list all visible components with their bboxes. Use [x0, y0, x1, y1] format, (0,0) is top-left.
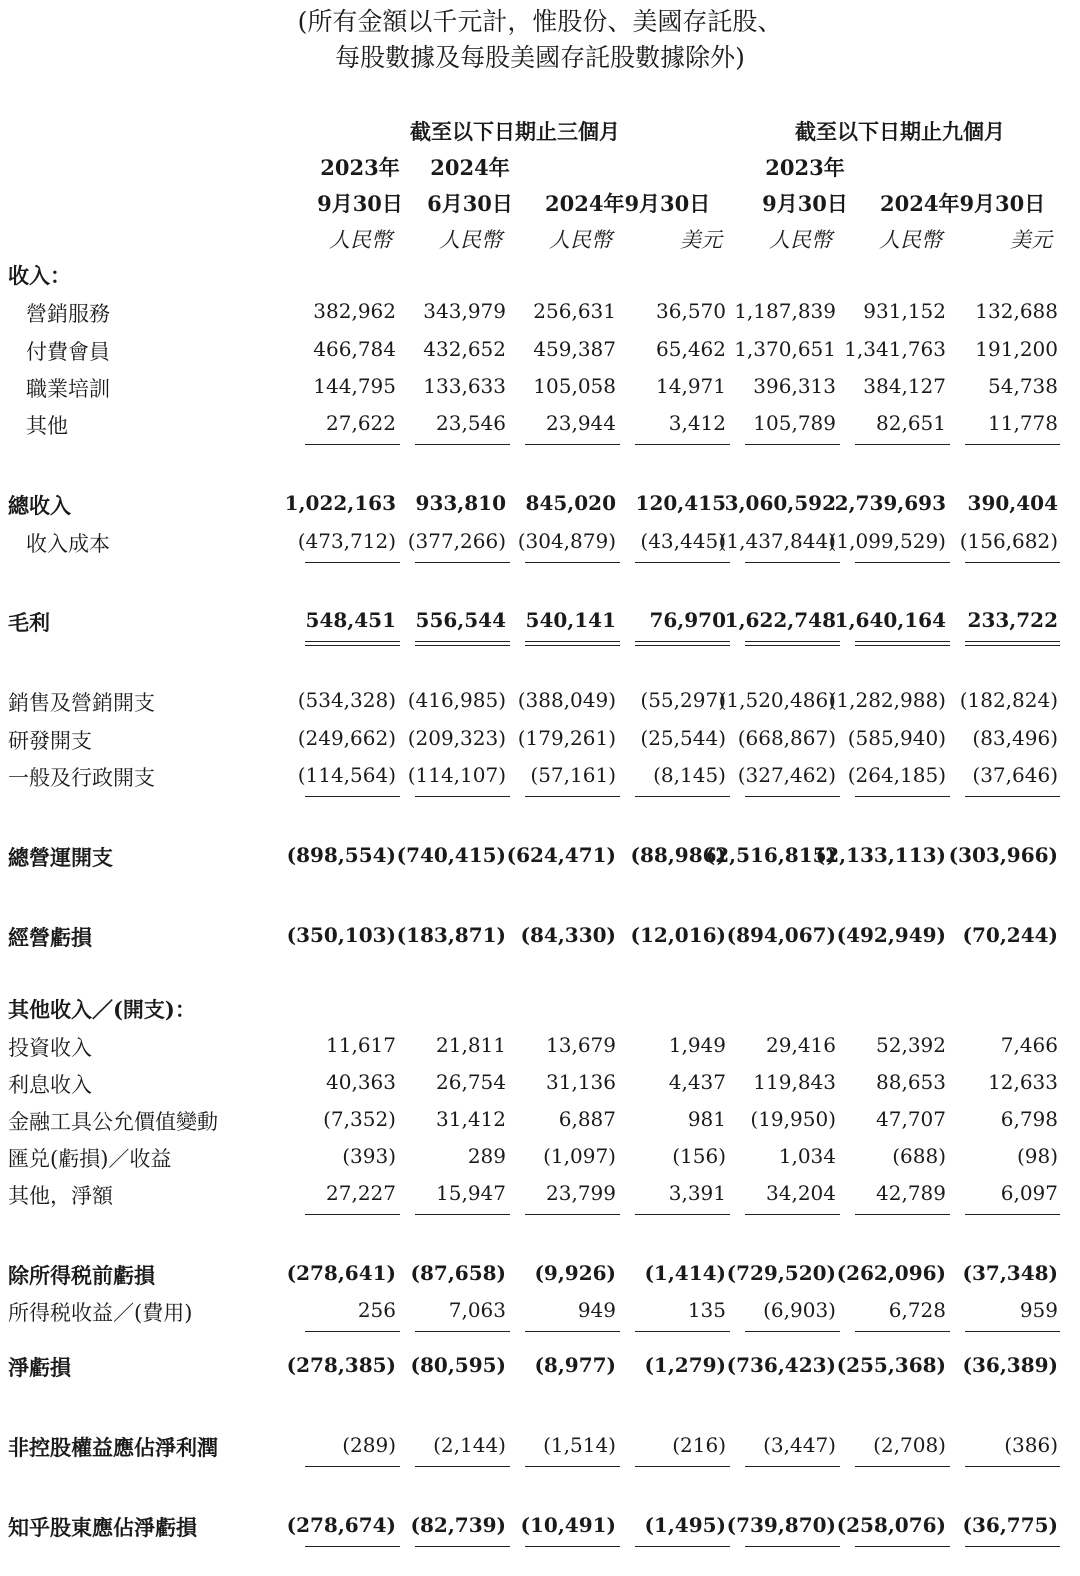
- cell-value: (388,049): [517, 688, 616, 712]
- cell-value: 466,784: [313, 337, 396, 361]
- column-rule: [305, 1214, 400, 1215]
- cell-value: (55,297): [640, 688, 726, 712]
- column-rule: [415, 1466, 510, 1467]
- cell-value: (2,708): [873, 1433, 946, 1457]
- cell-value: 12,633: [988, 1070, 1058, 1094]
- column-rule: [855, 1546, 950, 1547]
- column-rule: [965, 645, 1060, 646]
- column-rule: [305, 796, 400, 797]
- column-rule: [525, 1331, 620, 1332]
- currency-col2: 人民幣: [439, 228, 502, 252]
- cell-value: (1,495): [644, 1513, 726, 1537]
- cell-value: 11,778: [988, 411, 1058, 435]
- row-label: 收入：: [8, 263, 71, 288]
- cell-value: (624,471): [506, 843, 616, 867]
- cell-value: (98): [1016, 1144, 1058, 1168]
- cell-value: (36,775): [962, 1513, 1058, 1537]
- row-label: 利息收入: [8, 1073, 92, 1097]
- cell-value: (740,415): [396, 843, 506, 867]
- cell-value: (9,926): [534, 1261, 616, 1285]
- column-rule: [635, 444, 730, 445]
- cell-value: 82,651: [876, 411, 946, 435]
- column-rule: [525, 1466, 620, 1467]
- cell-value: 1,640,164: [834, 608, 946, 632]
- cell-value: (668,867): [737, 726, 836, 750]
- row-label: 營銷服務: [26, 302, 110, 326]
- row-label: 淨虧損: [8, 1355, 71, 1380]
- cell-value: (262,096): [836, 1261, 946, 1285]
- row-label: 所得税收益／(費用): [8, 1301, 193, 1325]
- cell-value: 384,127: [863, 374, 946, 398]
- currency-col3: 人民幣: [549, 228, 612, 252]
- cell-value: (37,646): [972, 763, 1058, 787]
- cell-value: (87,658): [410, 1261, 506, 1285]
- column-rule: [415, 645, 510, 646]
- cell-value: 26,754: [436, 1070, 506, 1094]
- column-rule: [965, 796, 1060, 797]
- row-label: 其他: [26, 414, 68, 438]
- column-rule: [635, 796, 730, 797]
- cell-value: (3,447): [763, 1433, 836, 1457]
- row-label: 收入成本: [26, 532, 110, 556]
- column-rule: [635, 1466, 730, 1467]
- cell-value: 931,152: [863, 299, 946, 323]
- cell-value: (350,103): [286, 923, 396, 947]
- row-label: 毛利: [8, 610, 50, 635]
- column-rule: [965, 641, 1060, 642]
- cell-value: (114,564): [297, 763, 396, 787]
- column-rule: [415, 562, 510, 563]
- header-col1-date: 9月30日: [317, 191, 403, 216]
- cell-value: 105,058: [533, 374, 616, 398]
- cell-value: 1,341,763: [844, 337, 946, 361]
- column-rule: [305, 1546, 400, 1547]
- cell-value: (183,871): [396, 923, 506, 947]
- column-rule: [415, 1214, 510, 1215]
- column-rule: [855, 796, 950, 797]
- cell-value: 981: [687, 1107, 726, 1131]
- cell-value: 7,466: [1000, 1033, 1058, 1057]
- currency-col6: 人民幣: [879, 228, 942, 252]
- column-rule: [305, 645, 400, 646]
- cell-value: (37,348): [962, 1261, 1058, 1285]
- cell-value: (1,514): [543, 1433, 616, 1457]
- cell-value: (729,520): [726, 1261, 836, 1285]
- cell-value: (278,641): [286, 1261, 396, 1285]
- cell-value: 65,462: [656, 337, 726, 361]
- cell-value: 6,728: [888, 1298, 946, 1322]
- column-rule: [745, 1331, 840, 1332]
- cell-value: 54,738: [988, 374, 1058, 398]
- cell-value: (25,544): [640, 726, 726, 750]
- cell-value: (289): [342, 1433, 396, 1457]
- cell-value: (209,323): [407, 726, 506, 750]
- cell-value: 42,789: [876, 1181, 946, 1205]
- cell-value: (88,986): [630, 843, 726, 867]
- header-col67-date: 2024年9月30日: [880, 191, 1046, 216]
- cell-value: (1,414): [644, 1261, 726, 1285]
- cell-value: (473,712): [297, 529, 396, 553]
- column-rule: [415, 641, 510, 642]
- column-rule: [305, 444, 400, 445]
- column-rule: [745, 645, 840, 646]
- column-rule: [525, 1546, 620, 1547]
- cell-value: (216): [672, 1433, 726, 1457]
- column-rule: [305, 1331, 400, 1332]
- column-rule: [965, 562, 1060, 563]
- row-label: 一般及行政開支: [8, 766, 155, 790]
- cell-value: (2,144): [433, 1433, 506, 1457]
- cell-value: 88,653: [876, 1070, 946, 1094]
- cell-value: 13,679: [546, 1033, 616, 1057]
- column-rule: [745, 1466, 840, 1467]
- column-rule: [525, 641, 620, 642]
- cell-value: 233,722: [967, 608, 1058, 632]
- cell-value: 459,387: [533, 337, 616, 361]
- cell-value: (7,352): [323, 1107, 396, 1131]
- cell-value: 132,688: [975, 299, 1058, 323]
- cell-value: 31,136: [546, 1070, 616, 1094]
- cell-value: 289: [467, 1144, 506, 1168]
- cell-value: (19,950): [750, 1107, 836, 1131]
- cell-value: 21,811: [436, 1033, 506, 1057]
- cell-value: 6,887: [558, 1107, 616, 1131]
- cell-value: 556,544: [415, 608, 506, 632]
- cell-value: (2,133,113): [815, 843, 946, 867]
- column-rule: [525, 562, 620, 563]
- header-col5-year: 2023年: [765, 155, 845, 180]
- row-label: 銷售及營銷開支: [8, 691, 155, 715]
- cell-value: 120,415: [635, 491, 726, 515]
- cell-value: 27,227: [326, 1181, 396, 1205]
- cell-value: (1,437,844): [718, 529, 836, 553]
- column-rule: [635, 1331, 730, 1332]
- cell-value: 1,370,651: [734, 337, 836, 361]
- header-col2-year: 2024年: [430, 155, 510, 180]
- cell-value: 1,622,748: [724, 608, 836, 632]
- column-rule: [525, 796, 620, 797]
- column-rule: [635, 1546, 730, 1547]
- column-rule: [745, 562, 840, 563]
- cell-value: 2,739,693: [834, 491, 946, 515]
- cell-value: (534,328): [297, 688, 396, 712]
- row-label: 知乎股東應佔淨虧損: [8, 1515, 197, 1540]
- cell-value: 390,404: [967, 491, 1058, 515]
- cell-value: (585,940): [847, 726, 946, 750]
- cell-value: (182,824): [959, 688, 1058, 712]
- cell-value: 135: [687, 1298, 726, 1322]
- header-nine-months: 截至以下日期止九個月: [795, 119, 1005, 144]
- cell-value: 105,789: [753, 411, 836, 435]
- cell-value: (43,445): [640, 529, 726, 553]
- cell-value: 6,097: [1000, 1181, 1058, 1205]
- cell-value: (688): [892, 1144, 946, 1168]
- column-rule: [745, 444, 840, 445]
- cell-value: (386): [1004, 1433, 1058, 1457]
- cell-value: 119,843: [753, 1070, 836, 1094]
- column-rule: [855, 645, 950, 646]
- cell-value: 540,141: [525, 608, 616, 632]
- header-col2-date: 6月30日: [427, 191, 513, 216]
- subtitle-line-1: (所有金額以千元計，惟股份、美國存託股、: [297, 7, 783, 36]
- column-rule: [415, 444, 510, 445]
- column-rule: [855, 1214, 950, 1215]
- column-rule: [525, 645, 620, 646]
- cell-value: 15,947: [436, 1181, 506, 1205]
- cell-value: 933,810: [415, 491, 506, 515]
- cell-value: 3,060,592: [724, 491, 836, 515]
- cell-value: 34,204: [766, 1181, 836, 1205]
- cell-value: 76,970: [649, 608, 726, 632]
- cell-value: (255,368): [836, 1353, 946, 1377]
- cell-value: 144,795: [313, 374, 396, 398]
- cell-value: 191,200: [975, 337, 1058, 361]
- cell-value: (8,977): [534, 1353, 616, 1377]
- column-rule: [635, 562, 730, 563]
- cell-value: 52,392: [876, 1033, 946, 1057]
- currency-col1: 人民幣: [329, 228, 392, 252]
- cell-value: (303,966): [948, 843, 1058, 867]
- column-rule: [635, 645, 730, 646]
- cell-value: (898,554): [286, 843, 396, 867]
- cell-value: 396,313: [753, 374, 836, 398]
- cell-value: 1,022,163: [284, 491, 396, 515]
- cell-value: (36,389): [962, 1353, 1058, 1377]
- cell-value: (156,682): [959, 529, 1058, 553]
- column-rule: [745, 1214, 840, 1215]
- currency-col4: 美元: [680, 228, 722, 252]
- cell-value: 432,652: [423, 337, 506, 361]
- row-label: 付費會員: [26, 340, 110, 364]
- cell-value: (739,870): [726, 1513, 836, 1537]
- column-rule: [965, 1546, 1060, 1547]
- column-rule: [415, 1331, 510, 1332]
- column-rule: [965, 1331, 1060, 1332]
- cell-value: (894,067): [726, 923, 836, 947]
- cell-value: 23,944: [546, 411, 616, 435]
- cell-value: 36,570: [656, 299, 726, 323]
- cell-value: 23,799: [546, 1181, 616, 1205]
- column-rule: [965, 1466, 1060, 1467]
- row-label: 總營運開支: [8, 845, 113, 870]
- cell-value: (156): [672, 1144, 726, 1168]
- column-rule: [965, 1214, 1060, 1215]
- column-rule: [415, 796, 510, 797]
- cell-value: 959: [1019, 1298, 1058, 1322]
- cell-value: 548,451: [305, 608, 396, 632]
- cell-value: (2,516,815): [705, 843, 836, 867]
- cell-value: (278,674): [286, 1513, 396, 1537]
- cell-value: (83,496): [972, 726, 1058, 750]
- row-label: 非控股權益應佔淨利潤: [8, 1435, 218, 1460]
- cell-value: (1,282,988): [828, 688, 946, 712]
- cell-value: 29,416: [766, 1033, 836, 1057]
- row-label: 投資收入: [8, 1036, 92, 1060]
- cell-value: 23,546: [436, 411, 506, 435]
- column-rule: [855, 641, 950, 642]
- cell-value: (57,161): [530, 763, 616, 787]
- column-rule: [525, 444, 620, 445]
- cell-value: 27,622: [326, 411, 396, 435]
- cell-value: (278,385): [286, 1353, 396, 1377]
- cell-value: (82,739): [410, 1513, 506, 1537]
- cell-value: (264,185): [847, 763, 946, 787]
- cell-value: 1,034: [778, 1144, 836, 1168]
- cell-value: (492,949): [836, 923, 946, 947]
- cell-value: 3,412: [668, 411, 726, 435]
- column-rule: [305, 1466, 400, 1467]
- header-col34-date: 2024年9月30日: [545, 191, 711, 216]
- column-rule: [305, 641, 400, 642]
- currency-col7: 美元: [1010, 228, 1052, 252]
- cell-value: (1,099,529): [828, 529, 946, 553]
- subtitle-line-2: 每股數據及每股美國存託股數據除外): [335, 43, 745, 72]
- cell-value: (1,520,486): [718, 688, 836, 712]
- cell-value: 343,979: [423, 299, 506, 323]
- row-label: 金融工具公允價值變動: [8, 1110, 218, 1134]
- column-rule: [855, 1331, 950, 1332]
- cell-value: (304,879): [517, 529, 616, 553]
- row-label: 其他，淨額: [8, 1184, 113, 1208]
- cell-value: (1,097): [543, 1144, 616, 1168]
- cell-value: (1,279): [644, 1353, 726, 1377]
- row-label: 總收入: [8, 493, 71, 518]
- column-rule: [415, 1546, 510, 1547]
- column-rule: [855, 444, 950, 445]
- row-label: 其他收入／(開支)：: [8, 997, 196, 1022]
- cell-value: 382,962: [313, 299, 396, 323]
- cell-value: 47,707: [876, 1107, 946, 1131]
- cell-value: 11,617: [326, 1033, 396, 1057]
- column-rule: [965, 444, 1060, 445]
- column-rule: [305, 562, 400, 563]
- cell-value: 31,412: [436, 1107, 506, 1131]
- cell-value: 845,020: [525, 491, 616, 515]
- row-label: 研發開支: [8, 729, 92, 753]
- cell-value: 7,063: [448, 1298, 506, 1322]
- cell-value: 6,798: [1000, 1107, 1058, 1131]
- cell-value: (80,595): [410, 1353, 506, 1377]
- row-label: 除所得税前虧損: [8, 1263, 155, 1288]
- cell-value: (8,145): [653, 763, 726, 787]
- cell-value: (70,244): [962, 923, 1058, 947]
- cell-value: 3,391: [668, 1181, 726, 1205]
- cell-value: (12,016): [630, 923, 726, 947]
- cell-value: (10,491): [520, 1513, 616, 1537]
- currency-col5: 人民幣: [769, 228, 832, 252]
- cell-value: (736,423): [726, 1353, 836, 1377]
- cell-value: (6,903): [763, 1298, 836, 1322]
- cell-value: 1,949: [668, 1033, 726, 1057]
- column-rule: [525, 1214, 620, 1215]
- cell-value: (249,662): [297, 726, 396, 750]
- header-three-months: 截至以下日期止三個月: [410, 119, 620, 144]
- row-label: 匯兑(虧損)／收益: [8, 1147, 172, 1171]
- column-rule: [855, 562, 950, 563]
- cell-value: (179,261): [517, 726, 616, 750]
- cell-value: 4,437: [668, 1070, 726, 1094]
- cell-value: (84,330): [520, 923, 616, 947]
- header-col1-year: 2023年: [320, 155, 400, 180]
- row-label: 經營虧損: [8, 925, 92, 950]
- cell-value: (393): [342, 1144, 396, 1168]
- row-label: 職業培訓: [26, 377, 110, 401]
- column-rule: [745, 641, 840, 642]
- cell-value: 133,633: [423, 374, 506, 398]
- column-rule: [635, 1214, 730, 1215]
- cell-value: 949: [577, 1298, 616, 1322]
- cell-value: (377,266): [407, 529, 506, 553]
- header-col5-date: 9月30日: [762, 191, 848, 216]
- cell-value: 256: [357, 1298, 396, 1322]
- cell-value: (258,076): [836, 1513, 946, 1537]
- cell-value: (114,107): [407, 763, 506, 787]
- cell-value: (327,462): [737, 763, 836, 787]
- cell-value: (416,985): [407, 688, 506, 712]
- cell-value: 14,971: [656, 374, 726, 398]
- cell-value: 256,631: [533, 299, 616, 323]
- column-rule: [855, 1466, 950, 1467]
- column-rule: [745, 796, 840, 797]
- column-rule: [635, 641, 730, 642]
- cell-value: 40,363: [326, 1070, 396, 1094]
- cell-value: 1,187,839: [734, 299, 836, 323]
- column-rule: [745, 1546, 840, 1547]
